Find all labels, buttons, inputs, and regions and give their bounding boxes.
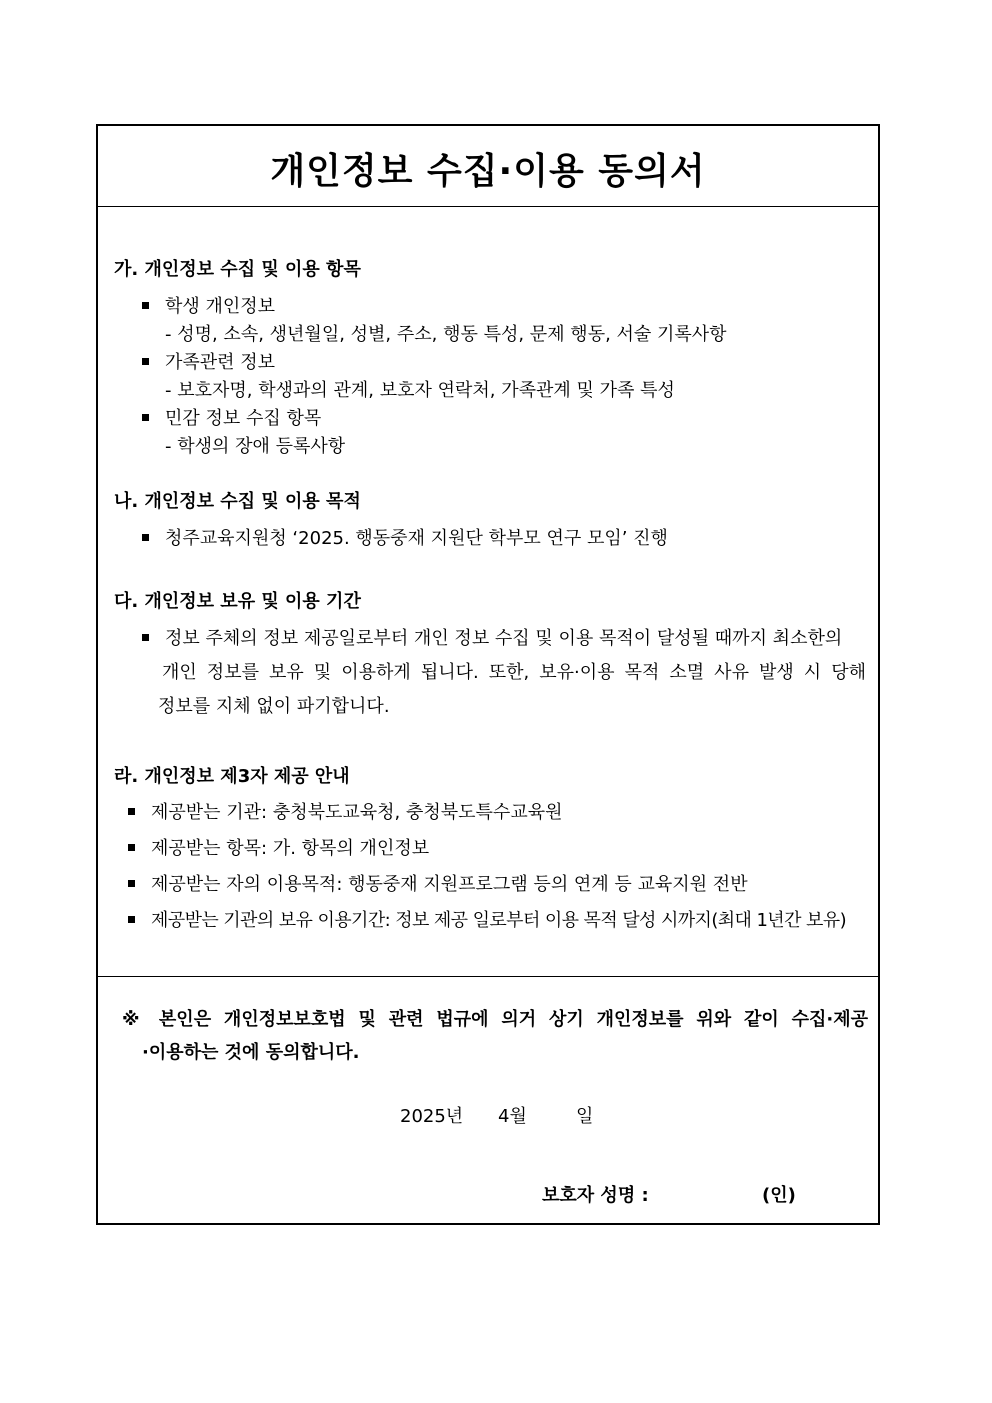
section-a-heading: 가. 개인정보 수집 및 이용 항목 [114,259,361,280]
date-day: 일 [576,1106,594,1127]
section-c-line-1 [142,624,842,650]
page-title: 개인정보 수집·이용 동의서 [270,150,706,192]
section-c-line-2: 개인 정보를 보유 및 이용하게 됩니다. 또한, 보유·이용 목적 소멸 사유 발생 시 당해 [162,662,866,683]
item-label: 학생 개인정보 [165,296,276,317]
bullet-square-icon [142,534,149,541]
consent-form [96,124,880,1225]
item-label: 민감 정보 수집 항목 [165,408,322,429]
section-d-item-4 [128,906,846,932]
item-text: 제공받는 자의 이용목적: 행동중재 지원프로그램 등의 연계 등 교육지원 전반 [151,874,748,895]
item-text: 정보 주체의 정보 제공일로부터 개인 정보 수집 및 이용 목적이 달성될 때까지 최소한의 [165,628,843,649]
bullet-square-icon [142,634,149,641]
section-d-item-2 [128,834,429,860]
section-a-item-1 [142,292,275,318]
date-month: 4월 [498,1106,527,1127]
form-footer [98,977,878,1227]
section-c-heading: 다. 개인정보 보유 및 이용 기간 [114,591,361,612]
signature-seal: (인) [762,1185,796,1206]
section-a-item-1-detail: - 성명, 소속, 생년월일, 성별, 주소, 행동 특성, 문제 행동, 서술 기록사항 [165,324,727,345]
section-a-item-2 [142,348,275,374]
section-b-item [142,524,668,550]
consent-statement-line-2: ·이용하는 것에 동의합니다. [142,1042,360,1063]
bullet-square-icon [128,844,135,851]
item-text: 청주교육지원청 ‘2025. 행동중재 지원단 학부모 연구 모임’ 진행 [165,528,668,549]
consent-statement-line-1: ※ 본인은 개인정보보호법 및 관련 법규에 의거 상기 개인정보를 위와 같이 수집·제공 [122,1009,868,1030]
section-a-item-3-detail: - 학생의 장애 등록사항 [165,436,346,457]
title-box [98,126,878,207]
bullet-square-icon [128,916,135,923]
bullet-square-icon [128,880,135,887]
item-text: 제공받는 항목: 가. 항목의 개인정보 [151,838,430,859]
bullet-square-icon [128,808,135,815]
bullet-square-icon [142,414,149,421]
item-label: 가족관련 정보 [165,352,276,373]
section-a-item-2-detail: - 보호자명, 학생과의 관계, 보호자 연락처, 가족관계 및 가족 특성 [165,380,675,401]
date-year: 2025년 [400,1106,464,1127]
form-body [98,207,878,977]
item-text: 제공받는 기관의 보유 이용기간: 정보 제공 일로부터 이용 목적 달성 시까지(최대 1년간 보유) [151,910,846,931]
section-b-heading: 나. 개인정보 수집 및 이용 목적 [114,491,361,512]
section-d-item-1 [128,798,563,824]
item-text: 제공받는 기관: 충청북도교육청, 충청북도특수교육원 [151,802,563,823]
section-c-line-3: 정보를 지체 없이 파기합니다. [158,696,390,717]
signature-label: 보호자 성명 : [542,1185,649,1206]
section-a-item-3 [142,404,321,430]
bullet-square-icon [142,358,149,365]
section-d-heading: 라. 개인정보 제3자 제공 안내 [114,766,350,787]
bullet-square-icon [142,302,149,309]
section-d-item-3 [128,870,748,896]
